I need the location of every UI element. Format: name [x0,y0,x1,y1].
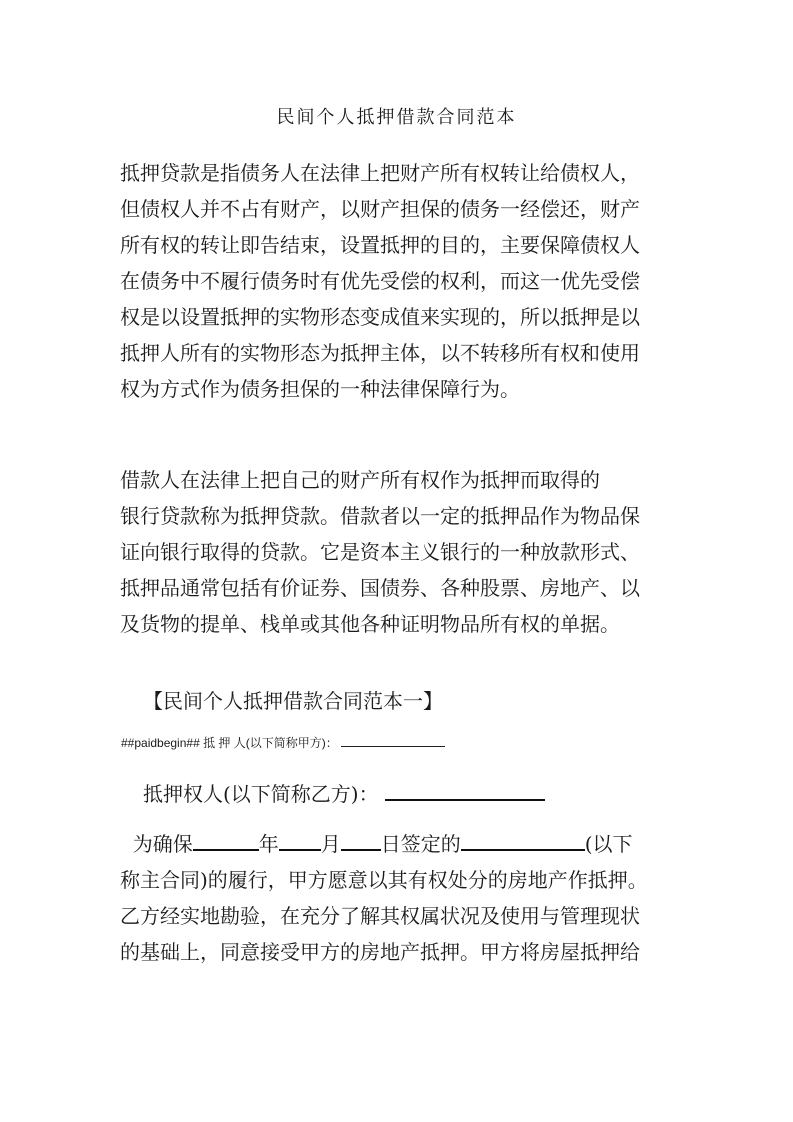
section-heading: 【民间个人抵押借款合同范本一】 [143,689,443,713]
contract-prefix: 为确保 [132,832,193,856]
text-line: 抵押人所有的实物形态为抵押主体，以不转移所有权和使用 [120,341,640,365]
party-a-line [121,734,445,751]
contract-name-blank [461,827,585,851]
text-line: 但债权人并不占有财产，以财产担保的债务一经偿还，财产 [120,197,640,221]
text-line: 称主合同)的履行，甲方愿意以其有权处分的房地产作抵押。 [120,868,648,892]
text-line: 借款人在法律上把自己的财产所有权作为抵押而取得的 [120,468,600,492]
month-label: 月 [320,832,341,856]
party-a-blank [341,735,445,747]
document-title: 民间个人抵押借款合同范本 [276,107,517,128]
text-line: 乙方经实地勘验，在充分了解其权属状况及使用与管理现状 [120,904,640,928]
party-b-line [143,776,545,812]
text-line: 及货物的提单、栈单或其他各种证明物品所有权的单据。 [120,612,620,636]
year-blank [193,827,259,851]
contract-suffix: (以下 [584,832,633,856]
intro-paragraph [120,155,680,407]
party-a-label: ##paidbegin## 抵 押 人(以下简称甲方)： [121,736,338,750]
text-line: 权是以设置抵押的实物形态变成值来实现的，所以抵押是以 [120,305,640,329]
text-line: 在债务中不履行债务时有优先受偿的权利，而这一优先受偿 [120,269,640,293]
text-line: 抵押品通常包括有价证券、国债券、各种股票、房地产、以 [120,576,640,600]
text-line: 抵押贷款是指债务人在法律上把财产所有权转让给债权人， [120,161,640,185]
loan-paragraph [120,462,680,642]
year-label: 年 [258,832,279,856]
day-blank [341,827,381,851]
party-b-blank [385,777,545,801]
month-blank [279,827,321,851]
text-line: 所有权的转让即告结束，设置抵押的目的，主要保障债权人 [120,233,640,257]
party-b-label: 抵押权人(以下简称乙方)： [143,782,379,806]
text-line [120,826,680,862]
contract-paragraph [120,826,680,970]
text-line: 权为方式作为债务担保的一种法律保障行为。 [120,377,520,401]
day-signed-label: 日签定的 [380,832,461,856]
text-line: 的基础上，同意接受甲方的房地产抵押。甲方将房屋抵押给 [120,940,640,964]
text-line: 银行贷款称为抵押贷款。借款者以一定的抵押品作为物品保 [120,504,640,528]
text-line: 证向银行取得的贷款。它是资本主义银行的一种放款形式、 [120,540,640,564]
